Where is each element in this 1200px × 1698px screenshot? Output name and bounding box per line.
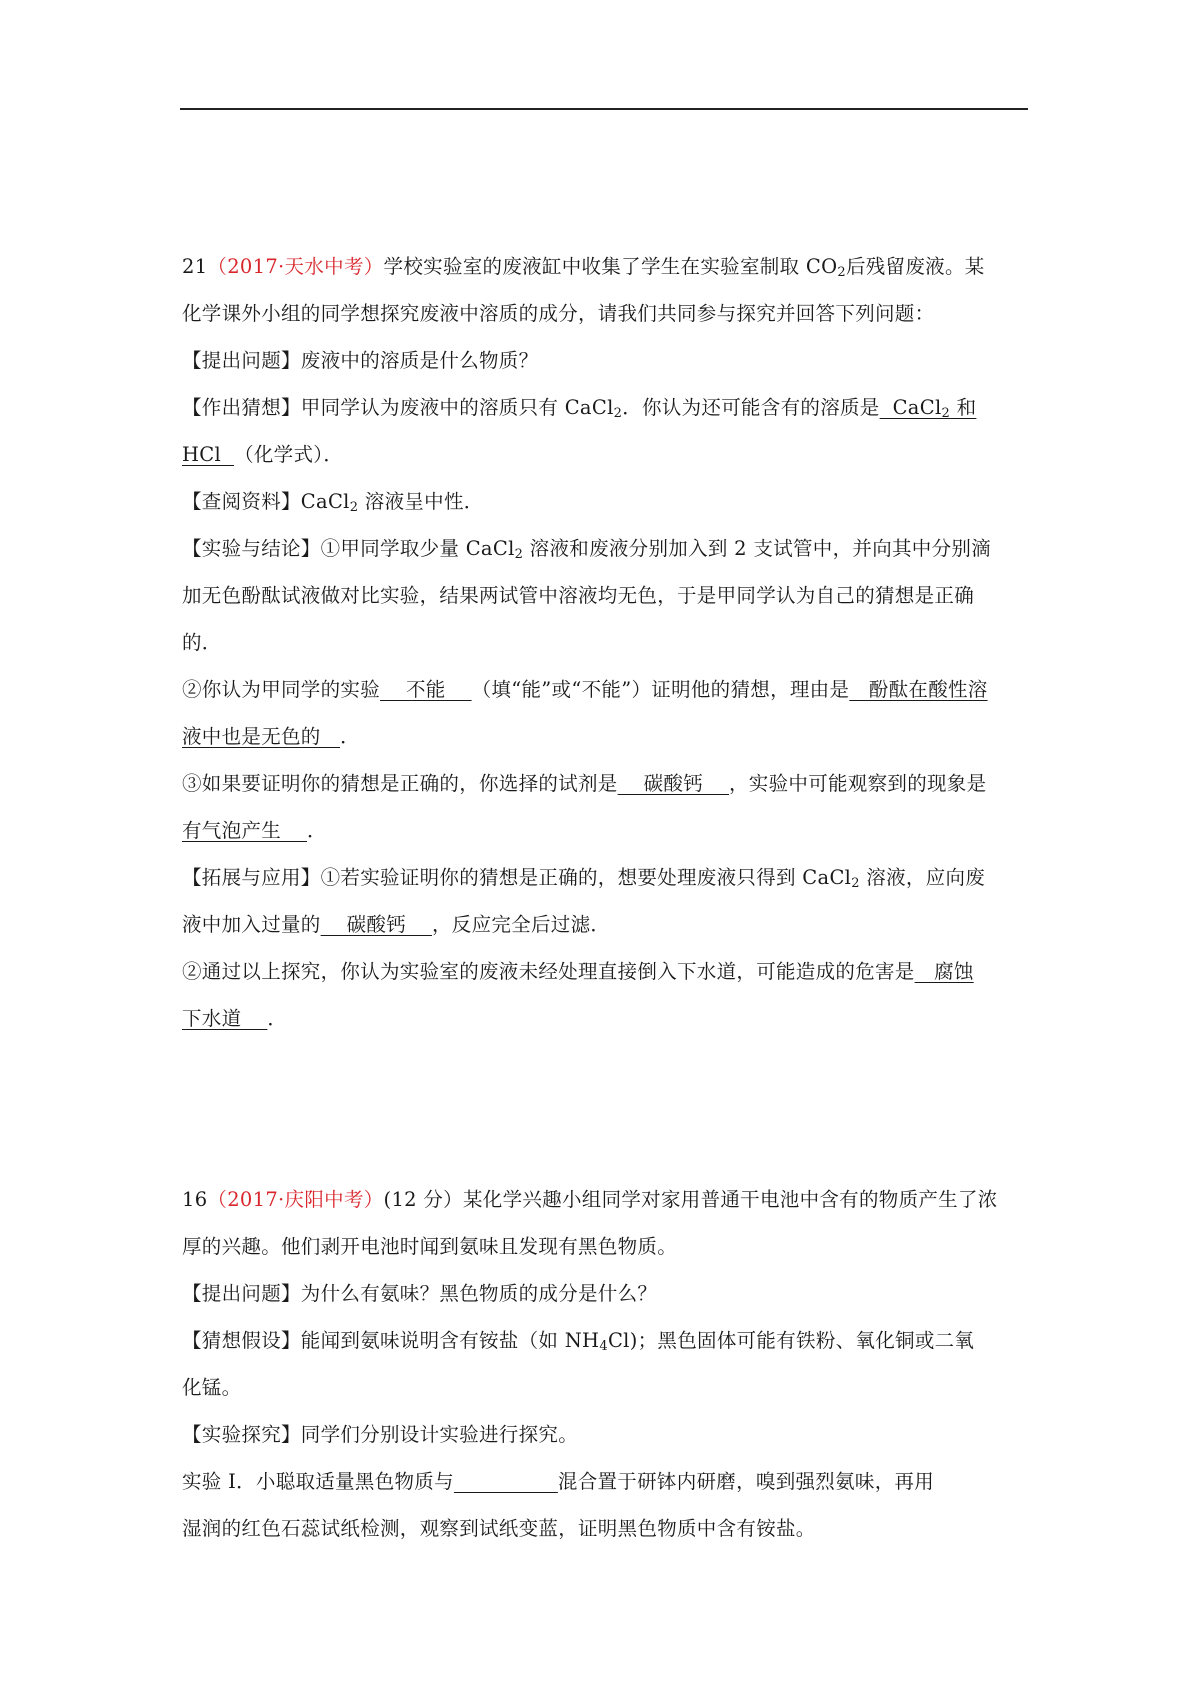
q21-q3-text: ③如果要证明你的猜想是正确的，你选择的试剂是 <box>182 772 618 795</box>
subscript: 2 <box>514 547 524 562</box>
subscript: 2 <box>851 876 860 891</box>
q21-guess-line-1 <box>182 384 1028 431</box>
q21-intro-text: 化学课外小组的同学想探究废液中溶质的成分，请我们共同参与探究并回答下列问题： <box>182 302 935 325</box>
q16-guess-line-2 <box>182 1364 1028 1411</box>
q21-exp-line-2 <box>182 572 1028 619</box>
q21-guess-text: 【作出猜想】甲同学认为废液中的溶质只有 CaCl <box>182 396 614 419</box>
q21-q3-line-1 <box>182 760 1028 807</box>
q16-intro-text: (12 分）某化学兴趣小组同学对家用普通干电池中含有的物质产生了浓 <box>383 1188 998 1211</box>
subscript: 4 <box>599 1339 608 1354</box>
q21-guess-text: ．你认为还可能含有的溶质是 <box>622 396 880 419</box>
q21-ext-text: ②通过以上探究，你认为实验室的废液未经处理直接倒入下水道，可能造成的危害是 <box>182 960 915 983</box>
q16-exp-text: 湿润的红色石蕊试纸检测，观察到试纸变蓝，证明黑色物质中含有铵盐。 <box>182 1517 816 1540</box>
answer-blank: HCl <box>182 443 235 466</box>
q21-ext-text: 溶液，应向废 <box>859 866 986 889</box>
q16-exp-line-1 <box>182 1458 1028 1505</box>
q21-intro-text: 后残留废液。某 <box>845 255 985 278</box>
subscript: 2 <box>941 406 951 421</box>
q21-ext-text: 【拓展与应用】①若实验证明你的猜想是正确的，想要处理废液只得到 CaCl <box>182 866 852 889</box>
q21-q2-text: ②你认为甲同学的实验 <box>182 678 381 701</box>
q16-source: （2017·庆阳中考） <box>207 1188 384 1211</box>
answer-text: 和 <box>950 396 977 419</box>
answer-blank: 酚酞在酸性溶 <box>849 678 988 701</box>
q21-ext-line-3 <box>182 948 1028 995</box>
question-16 <box>182 1176 1028 1552</box>
q21-ask <box>182 337 1028 384</box>
q16-guess-text: 化锰。 <box>182 1376 242 1399</box>
q16-exp-text: 实验 I．小聪取适量黑色物质与 <box>182 1470 454 1493</box>
q21-ask-text: 【提出问题】废液中的溶质是什么物质？ <box>182 349 539 372</box>
q21-q2-line-2 <box>182 713 1028 760</box>
q21-number: 21 <box>182 255 208 278</box>
q21-ext-text: ． <box>267 1007 288 1030</box>
fill-in-blank <box>454 1470 558 1493</box>
q16-number: 16 <box>182 1188 208 1211</box>
answer-blank: 碳酸钙 <box>617 772 729 795</box>
q21-guess-line-2 <box>182 431 1028 478</box>
q16-exp-text: 混合置于研钵内研磨，嗅到强烈氨味，再用 <box>557 1470 935 1493</box>
q21-line-2 <box>182 290 1028 337</box>
q16-guess-text: Cl)；黑色固体可能有铁粉、氧化铜或二氧 <box>607 1329 975 1352</box>
q21-exp-text: 【实验与结论】①甲同学取少量 CaCl <box>182 537 515 560</box>
q21-ext-line-2 <box>182 901 1028 948</box>
q16-explore <box>182 1411 1028 1458</box>
answer-blank: 液中也是无色的 <box>182 725 341 748</box>
q21-q2-line-1 <box>182 666 1028 713</box>
subscript: 2 <box>349 500 359 515</box>
q21-exp-line-1 <box>182 525 1028 572</box>
q21-q2-text: （填“能”或“不能”）证明他的猜想，理由是 <box>471 678 850 701</box>
q21-q3-line-2 <box>182 807 1028 854</box>
answer-blank <box>880 396 977 419</box>
q21-info <box>182 478 1028 525</box>
q16-guess-line-1 <box>182 1317 1028 1364</box>
q21-ext-text: 液中加入过量的 <box>182 913 321 936</box>
answer-blank: 不能 <box>380 678 472 701</box>
q21-ext-line-1 <box>182 854 1028 901</box>
q21-exp-text: 加无色酚酞试液做对比实验，结果两试管中溶液均无色，于是甲同学认为自己的猜想是正确 <box>182 584 975 607</box>
q21-ext-line-4 <box>182 995 1028 1042</box>
q21-intro-text: 学校实验室的废液缸中收集了学生在实验室制取 CO <box>383 255 838 278</box>
q21-q3-text: ． <box>307 819 327 842</box>
q16-explore-text: 【实验探究】同学们分别设计实验进行探究。 <box>182 1423 579 1446</box>
q16-line-2 <box>182 1223 1028 1270</box>
q21-exp-text: 溶液和废液分别加入到 2 支试管中，并向其中分别滴 <box>523 537 991 560</box>
answer-text: CaCl <box>879 396 942 419</box>
q21-line-1 <box>182 243 1028 290</box>
answer-blank: 下水道 <box>182 1007 268 1030</box>
q21-ext-text: ，反应完全后过滤． <box>432 913 611 936</box>
q21-exp-line-3 <box>182 619 1028 666</box>
q21-q3-text: ，实验中可能观察到的现象是 <box>729 772 987 795</box>
answer-blank: 腐蚀 <box>914 960 974 983</box>
subscript: 2 <box>837 265 846 280</box>
q16-intro-text: 厚的兴趣。他们剥开电池时闻到氨味且发现有黑色物质。 <box>182 1235 678 1258</box>
q16-ask <box>182 1270 1028 1317</box>
answer-blank: 有气泡产生 <box>182 819 307 842</box>
q16-line-1 <box>182 1176 1028 1223</box>
question-21 <box>182 243 1028 1042</box>
header-rule <box>180 108 1028 110</box>
q21-guess-text: （化学式）． <box>234 443 344 466</box>
q21-info-text: 【查阅资料】CaCl <box>182 490 350 513</box>
subscript: 2 <box>613 406 623 421</box>
q21-exp-text: 的． <box>182 631 222 654</box>
q21-source: （2017·天水中考） <box>207 255 384 278</box>
q21-info-text: 溶液呈中性． <box>358 490 484 513</box>
q16-ask-text: 【提出问题】为什么有氨味？黑色物质的成分是什么？ <box>182 1282 658 1305</box>
answer-blank: 碳酸钙 <box>320 913 432 936</box>
q16-exp-line-2 <box>182 1505 1028 1552</box>
q16-guess-text: 【猜想假设】能闻到氨味说明含有铵盐（如 NH <box>182 1329 600 1352</box>
q21-q2-text: ． <box>340 725 360 748</box>
